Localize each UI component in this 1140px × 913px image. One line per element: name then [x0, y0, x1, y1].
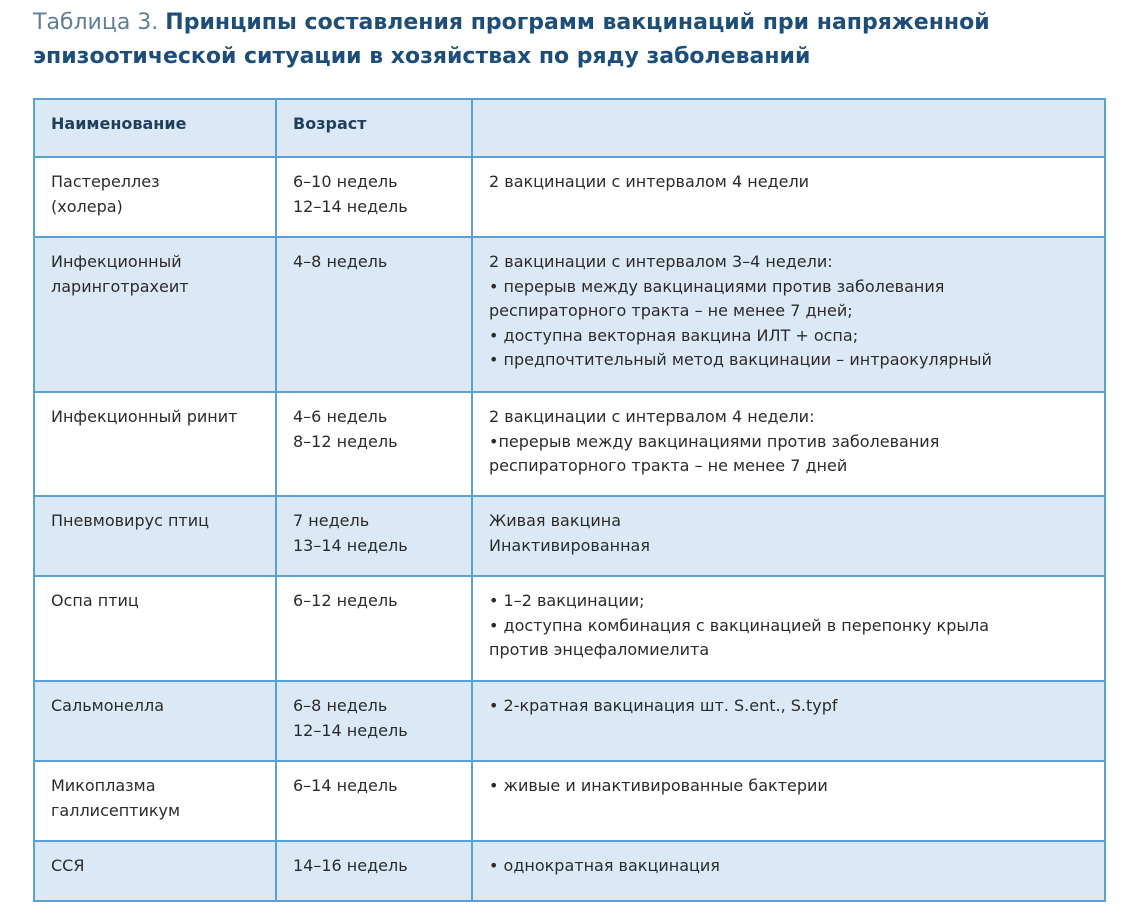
cell-line: Пастереллез [51, 172, 160, 191]
cell-line: 12–14 недель [293, 720, 408, 740]
cell-name [34, 761, 276, 841]
cell-line: ССЯ [51, 856, 85, 875]
cell-note [472, 496, 1105, 576]
cell-line: 4–6 недель [293, 407, 388, 426]
cell-age [276, 237, 472, 392]
table-row [34, 237, 1105, 392]
cell-line: Микоплазма [51, 776, 156, 795]
cell-line: • предпочтительный метод вакцинации – интраокулярный [489, 350, 992, 369]
table-row [34, 761, 1105, 841]
cell-line: 6–8 недель [293, 696, 388, 715]
table-caption [33, 6, 1113, 74]
cell-line: • доступна векторная вакцина ИЛТ + оспа; [489, 325, 859, 345]
cell-note [472, 392, 1105, 496]
cell-line: Инфекционный ринит [51, 407, 238, 426]
cell-line: 13–14 недель [293, 535, 408, 555]
table-row [34, 681, 1105, 761]
cell-name [34, 237, 276, 392]
cell-line: •перерыв между вакцинациями против заболевания [489, 431, 940, 451]
cell-name [34, 681, 276, 761]
cell-line: 2 вакцинации с интервалом 4 недели: [489, 407, 815, 426]
cell-age [276, 392, 472, 496]
cell-note [472, 761, 1105, 841]
table-row [34, 841, 1105, 901]
cell-line: 8–12 недель [293, 431, 398, 451]
cell-age [276, 496, 472, 576]
vaccination-table [33, 98, 1106, 902]
cell-line: против энцефаломиелита [489, 640, 710, 659]
cell-line: • перерыв между вакцинациями против заболевания [489, 276, 945, 296]
cell-line: • 1–2 вакцинации; [489, 591, 645, 610]
cell-line: 6–10 недель [293, 172, 398, 191]
cell-line: Пневмовирус птиц [51, 511, 210, 530]
cell-name [34, 157, 276, 237]
cell-line: Инфекционный [51, 252, 182, 271]
cell-line: 2 вакцинации с интервалом 4 недели [489, 172, 810, 191]
cell-name [34, 841, 276, 901]
cell-line: Живая вакцина [489, 511, 622, 530]
cell-age [276, 841, 472, 901]
table-body [34, 157, 1105, 901]
table-row [34, 392, 1105, 496]
cell-name [34, 576, 276, 681]
table-row [34, 576, 1105, 681]
header-age: Возраст [276, 99, 472, 157]
cell-note [472, 841, 1105, 901]
cell-line: 6–14 недель [293, 776, 398, 795]
cell-line: • 2-кратная вакцинация шт. S.ent., S.typf [489, 696, 838, 715]
table-row [34, 496, 1105, 576]
cell-age [276, 681, 472, 761]
cell-line: галлисептикум [51, 800, 181, 820]
cell-line: 14–16 недель [293, 856, 408, 875]
header-name: Наименование [34, 99, 276, 157]
cell-line: 4–8 недель [293, 252, 388, 271]
cell-note [472, 237, 1105, 392]
cell-note [472, 576, 1105, 681]
cell-note [472, 681, 1105, 761]
cell-line: Сальмонелла [51, 696, 165, 715]
cell-line: • живые и инактивированные бактерии [489, 776, 828, 795]
cell-line: 2 вакцинации с интервалом 3–4 недели: [489, 252, 833, 271]
caption-title: Принципы составления программ вакцинаций при напряженной эпизоотической ситуации в хозяйствах по ряду заболеваний [33, 10, 990, 69]
cell-age [276, 761, 472, 841]
cell-note [472, 157, 1105, 237]
cell-name [34, 392, 276, 496]
cell-line: • однократная вакцинация [489, 856, 720, 875]
cell-line: (холера) [51, 196, 123, 216]
cell-line: 6–12 недель [293, 591, 398, 610]
header-note [472, 99, 1105, 157]
cell-age [276, 157, 472, 237]
cell-line: 12–14 недель [293, 196, 408, 216]
cell-line: респираторного тракта – не менее 7 дней; [489, 301, 853, 320]
cell-line: Оспа птиц [51, 591, 139, 610]
cell-line: • доступна комбинация с вакцинацией в перепонку крыла [489, 615, 990, 635]
table-header-row [34, 99, 1105, 157]
cell-line: 7 недель [293, 511, 370, 530]
cell-line: Инактивированная [489, 535, 650, 555]
cell-line: ларинготрахеит [51, 276, 189, 296]
cell-name [34, 496, 276, 576]
cell-line: респираторного тракта – не менее 7 дней [489, 456, 848, 475]
table-row [34, 157, 1105, 237]
cell-age [276, 576, 472, 681]
caption-prefix: Таблица 3. [33, 10, 159, 35]
